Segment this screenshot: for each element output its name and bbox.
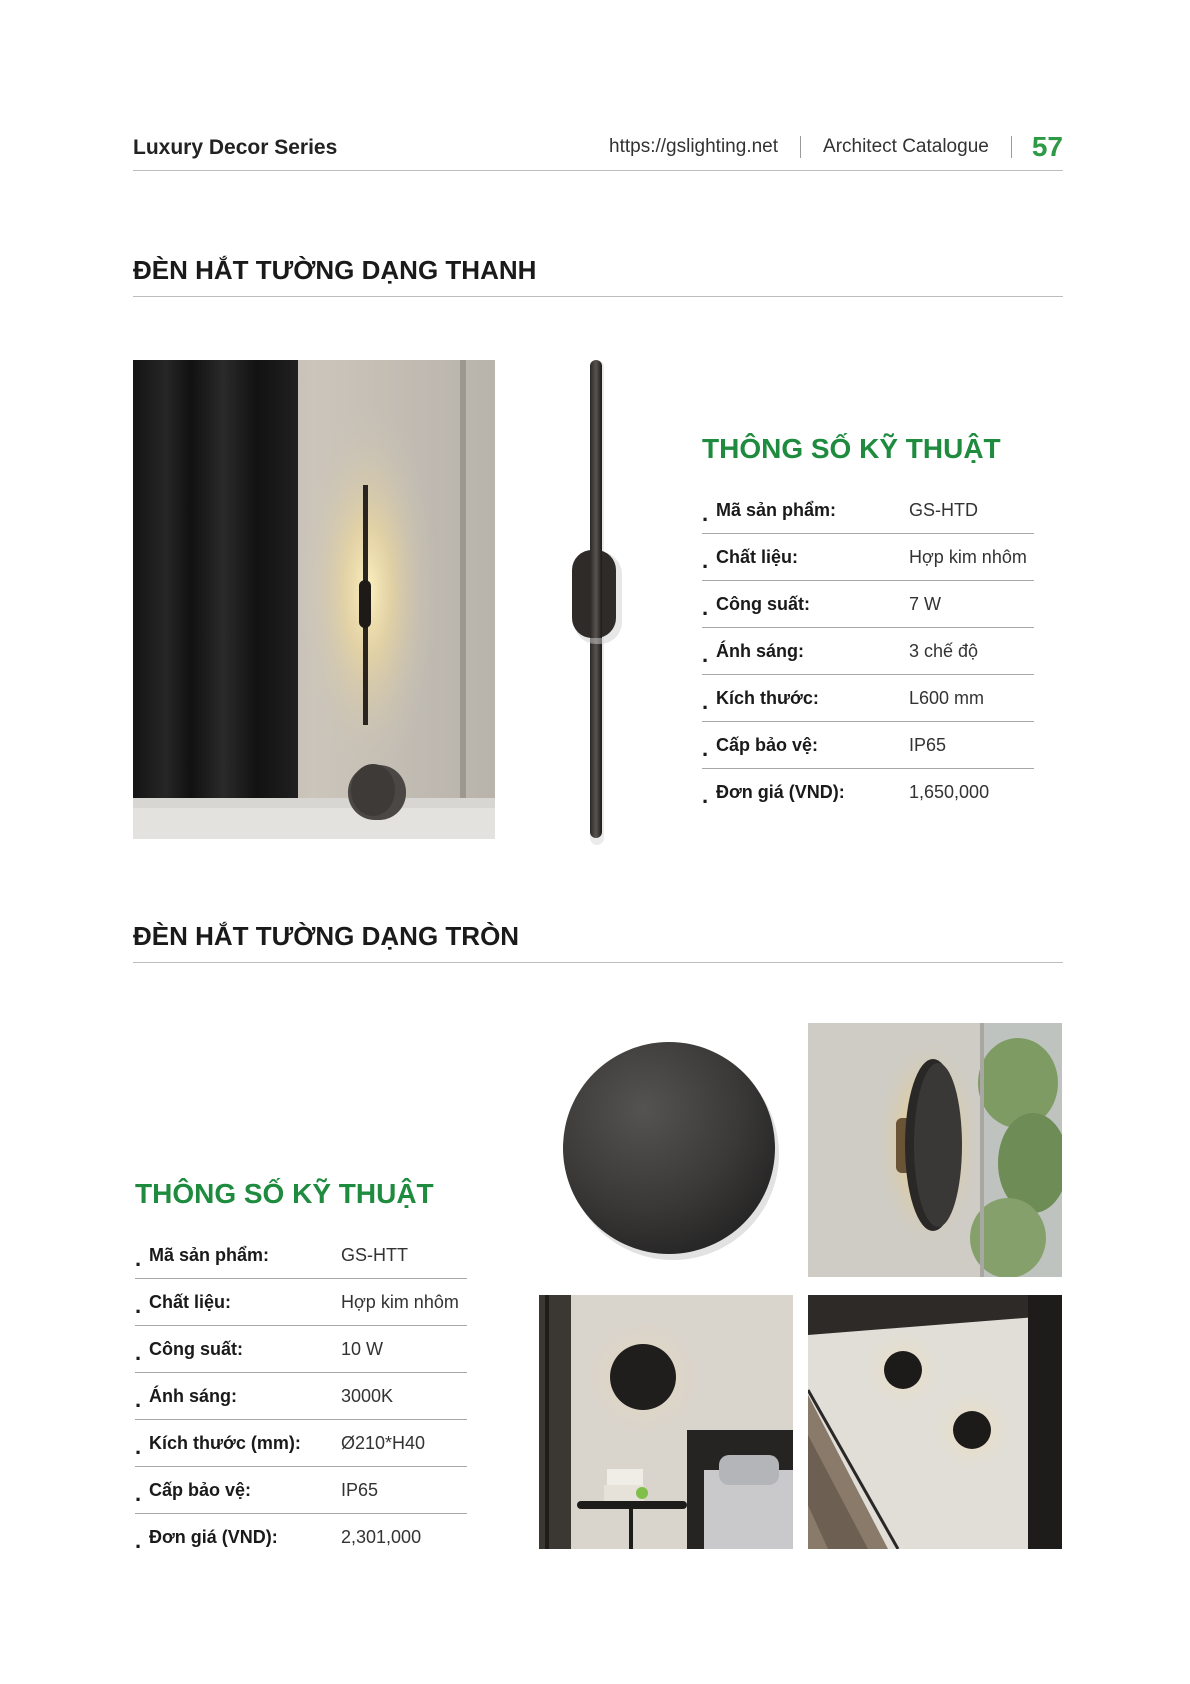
spec-label: Đơn giá (VND): (149, 1526, 278, 1547)
spec-block-round (135, 1178, 467, 1560)
spec-label: Chất liệu: (149, 1291, 232, 1312)
spec-value: Ø210*H40 (341, 1432, 426, 1453)
spec-value: GS-HTD (909, 499, 978, 520)
spec-value: 2,301,000 (341, 1526, 422, 1547)
spec-row: . Cấp bảo vệ: IP65 (702, 722, 1034, 769)
spec-value: 1,650,000 (909, 781, 990, 802)
linear-light-room-photo (133, 360, 495, 839)
spec-table (702, 487, 1034, 815)
spec-label: Kích thước (mm): (149, 1432, 301, 1453)
spec-label: Đơn giá (VND): (716, 781, 845, 802)
catalogue-name: Architect Catalogue (823, 136, 989, 157)
spec-row: . Đơn giá (VND): 1,650,000 (702, 781, 990, 808)
spec-title: THÔNG SỐ KỸ THUẬT (135, 1178, 434, 1209)
spec-value: GS-HTT (341, 1244, 408, 1265)
spec-row: . Kích thước: L600 mm (702, 675, 1034, 722)
spec-value: 3000K (341, 1385, 394, 1406)
spec-label: Mã sản phẩm: (716, 499, 837, 520)
round-light-stairway-photo (808, 1295, 1062, 1549)
spec-label: Công suất: (716, 593, 810, 614)
spec-row: . Chất liệu: Hợp kim nhôm (135, 1279, 467, 1326)
spec-label: Cấp bảo vệ: (149, 1479, 252, 1500)
spec-value: 3 chế độ (909, 640, 979, 661)
page-number: 57 (1031, 131, 1063, 162)
spec-row: . Công suất: 7 W (702, 581, 1034, 628)
spec-label: Ánh sáng: (716, 640, 804, 661)
header-divider (800, 136, 801, 158)
spec-row: . Chất liệu: Hợp kim nhôm (702, 534, 1034, 581)
section-title-bar-light (133, 254, 1063, 297)
spec-label: Mã sản phẩm: (149, 1244, 270, 1265)
spec-row: . Cấp bảo vệ: IP65 (135, 1467, 467, 1514)
series-title: Luxury Decor Series (133, 136, 338, 159)
spec-value: 10 W (341, 1338, 384, 1359)
spec-value: Hợp kim nhôm (341, 1291, 459, 1312)
spec-row: . Công suất: 10 W (135, 1326, 467, 1373)
spec-value: 7 W (909, 593, 942, 614)
section-title-text: ĐÈN HẮT TƯỜNG DẠNG THANH (133, 255, 537, 285)
spec-value: IP65 (909, 734, 947, 755)
header-right (609, 130, 1063, 164)
page-header (133, 130, 1063, 171)
spec-label: Kích thước: (716, 687, 819, 708)
spec-row: . Kích thước (mm): Ø210*H40 (135, 1420, 467, 1467)
spec-value: L600 mm (909, 687, 985, 708)
spec-label: Công suất: (149, 1338, 243, 1359)
round-light-product-image (558, 1038, 782, 1262)
spec-label: Chất liệu: (716, 546, 799, 567)
round-light-bedroom-photo (539, 1295, 793, 1549)
spec-table (135, 1232, 467, 1560)
spec-row: . Ánh sáng: 3 chế độ (702, 628, 1034, 675)
section-title-text: ĐÈN HẮT TƯỜNG DẠNG TRÒN (133, 921, 520, 951)
spec-block-linear (702, 433, 1034, 815)
spec-row: . Mã sản phẩm: GS-HTT (135, 1232, 467, 1279)
spec-value: Hợp kim nhôm (909, 546, 1027, 567)
spec-row: . Ánh sáng: 3000K (135, 1373, 467, 1420)
spec-label: Ánh sáng: (149, 1385, 237, 1406)
section-title-bar-round (133, 920, 1063, 963)
spec-value: IP65 (341, 1479, 379, 1500)
spec-row: . Đơn giá (VND): 2,301,000 (135, 1526, 422, 1553)
spec-row: . Mã sản phẩm: GS-HTD (702, 487, 1034, 534)
website-link[interactable]: https://gslighting.net (609, 136, 779, 157)
round-light-side-photo (808, 1023, 1062, 1277)
spec-label: Cấp bảo vệ: (716, 734, 819, 755)
spec-title: THÔNG SỐ KỸ THUẬT (702, 433, 1001, 464)
linear-light-product-image (560, 352, 630, 852)
header-divider (1011, 136, 1012, 158)
